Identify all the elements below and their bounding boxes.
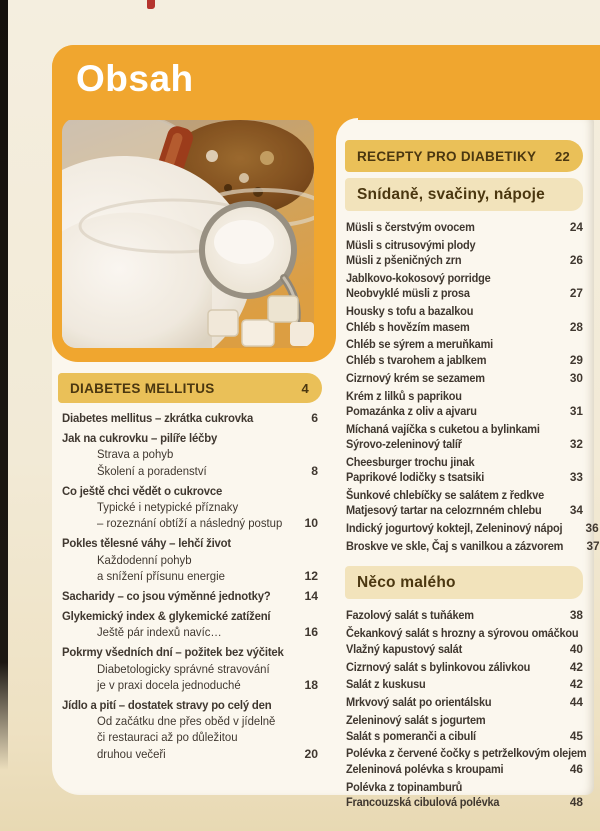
toc-entry-title: Francouzská cibulová polévka bbox=[346, 794, 500, 809]
toc-entry-title: Mrkvový salát po orientálsku bbox=[346, 695, 492, 710]
toc-entry-title: Glykemický index & glykemické zatížení bbox=[62, 609, 271, 624]
toc-entry bbox=[346, 404, 583, 419]
toc-entry bbox=[346, 503, 583, 518]
toc-entry-title: Broskve ve skle, Čaj s vanilkou a zázvorem bbox=[346, 539, 564, 554]
toc-entry bbox=[346, 253, 583, 268]
section-band-diabetes-mellitus bbox=[58, 373, 322, 403]
toc-entry-page-number: 12 bbox=[304, 568, 318, 583]
toc-entry bbox=[346, 455, 583, 470]
toc-entry bbox=[62, 516, 318, 532]
toc-entry bbox=[62, 730, 318, 746]
toc-entry-page-number: 34 bbox=[569, 503, 583, 518]
section-band-label: DIABETES MELLITUS bbox=[70, 380, 215, 396]
toc-entry bbox=[346, 729, 583, 744]
toc-entry-title: Sacharidy – co jsou výměnné jednotky? bbox=[62, 588, 271, 603]
toc-entry bbox=[346, 337, 583, 352]
toc-entry bbox=[346, 286, 583, 301]
toc-entry bbox=[346, 304, 583, 319]
toc-entry-title: Chléb s tvarohem a jablkem bbox=[346, 352, 487, 367]
toc-entry-page-number: 27 bbox=[569, 286, 583, 301]
section-band-neco-maleho bbox=[345, 566, 583, 599]
toc-entry-page-number: 48 bbox=[569, 794, 583, 809]
toc-entry bbox=[346, 642, 583, 657]
toc-entry-title: Pomazánka z oliv a ajvaru bbox=[346, 403, 477, 418]
toc-entry bbox=[62, 536, 318, 552]
toc-entry-page-number: 29 bbox=[569, 352, 583, 367]
toc-entry-title: Matjesový tartar na celozrnném chlebu bbox=[346, 503, 542, 518]
toc-entry-page-number: 32 bbox=[569, 437, 583, 452]
toc-entry-page-number: 20 bbox=[304, 746, 318, 761]
toc-entry-title: Od začátku dne přes oběd v jídelně bbox=[97, 714, 276, 729]
toc-entries-snacks bbox=[346, 608, 587, 810]
toc-entry-page-number: 42 bbox=[569, 677, 583, 692]
toc-entry-title: Ještě pár indexů navíc… bbox=[97, 625, 222, 640]
toc-entry-page-number: 28 bbox=[569, 319, 583, 334]
toc-entry bbox=[346, 608, 583, 623]
toc-entry-title: Polévka z červené čočky s petrželkovým olejem bbox=[346, 746, 587, 761]
toc-entry-title: Vlažný kapustový salát bbox=[346, 641, 463, 656]
toc-entry-title: Salát z kuskusu bbox=[346, 677, 426, 692]
toc-entry-title: Cizrnový krém se sezamem bbox=[346, 370, 485, 385]
toc-entry bbox=[346, 422, 583, 437]
toc-entry bbox=[346, 695, 583, 710]
toc-entry bbox=[346, 271, 583, 286]
toc-right-column bbox=[345, 140, 600, 822]
toc-entry-page-number: 14 bbox=[304, 588, 318, 603]
toc-entry-title: Sýrovo-zeleninový talíř bbox=[346, 437, 462, 452]
toc-entry-title: Zeleninová polévka s kroupami bbox=[346, 761, 504, 776]
toc-entry bbox=[62, 678, 318, 694]
toc-entry bbox=[346, 660, 583, 675]
toc-entry-title: Chléb se sýrem a meruňkami bbox=[346, 337, 494, 352]
toc-entry bbox=[346, 488, 583, 503]
toc-entry bbox=[62, 447, 318, 463]
toc-entry-page-number: 26 bbox=[569, 253, 583, 268]
toc-entry-title: Chléb s hovězím masem bbox=[346, 319, 470, 334]
toc-entry-page-number: 36 bbox=[585, 521, 599, 536]
book-spine-edge bbox=[0, 0, 8, 770]
section-band-snidane bbox=[345, 178, 583, 211]
toc-entry bbox=[346, 353, 583, 368]
toc-entry-title: Co ještě chci vědět o cukrovce bbox=[62, 483, 223, 498]
toc-entry-title: Polévka z topinamburů bbox=[346, 779, 463, 794]
toc-entry-title: druhou večeři bbox=[97, 746, 166, 761]
toc-entry-title: Jídlo a pití – dostatek stravy po celý den bbox=[62, 698, 272, 712]
toc-entry-title: – rozeznání obtíží a následný postup bbox=[97, 516, 283, 531]
toc-entry bbox=[62, 698, 318, 714]
toc-left-column bbox=[58, 373, 322, 763]
toc-entry bbox=[62, 589, 318, 605]
toc-entry-page-number: 46 bbox=[569, 761, 583, 776]
toc-entry bbox=[62, 569, 318, 585]
toc-entry-title: Housky s tofu a bazalkou bbox=[346, 304, 474, 319]
toc-entry-page-number: 24 bbox=[569, 220, 583, 234]
toc-entry bbox=[62, 609, 318, 625]
toc-entry-title: Fazolový salát s tuňákem bbox=[346, 608, 474, 623]
toc-entry-title: Každodenní pohyb bbox=[97, 552, 192, 567]
toc-entry-page-number: 37 bbox=[586, 539, 600, 554]
toc-entry-title: Müsli z pšeničných zrn bbox=[346, 253, 462, 268]
toc-entry-page-number: 6 bbox=[311, 411, 318, 425]
toc-entry-title: Šunkové chlebíčky se salátem z ředkve bbox=[346, 488, 545, 503]
toc-entry-page-number: 42 bbox=[569, 659, 583, 674]
corner-notch bbox=[336, 118, 358, 140]
toc-entry-title: Míchaná vajíčka s cuketou a bylinkami bbox=[346, 421, 540, 436]
toc-entry-page-number: 16 bbox=[304, 625, 318, 640]
toc-entry bbox=[346, 626, 583, 641]
toc-entry bbox=[62, 484, 318, 500]
toc-entry-title: či restauraci až po důležitou bbox=[97, 730, 238, 745]
toc-entry bbox=[346, 320, 583, 335]
toc-entry-page-number: 10 bbox=[304, 516, 318, 531]
toc-entry-title: Jablkovo-kokosový porridge bbox=[346, 271, 491, 286]
toc-entry bbox=[346, 539, 600, 554]
toc-entry bbox=[346, 521, 599, 536]
sugar-bowls-photo bbox=[62, 118, 314, 348]
toc-entry-title: Strava a pohyb bbox=[97, 447, 174, 462]
toc-entry bbox=[62, 431, 318, 447]
section-band-label: Něco malého bbox=[357, 573, 456, 591]
toc-entries-diabetes bbox=[62, 411, 318, 763]
toc-entry-page-number: 40 bbox=[569, 641, 583, 656]
toc-entry-title: Cizrnový salát s bylinkovou zálivkou bbox=[346, 659, 531, 674]
toc-entry-title: Cheesburger trochu jinak bbox=[346, 454, 475, 469]
toc-entry-title: Krém z lilků s paprikou bbox=[346, 388, 462, 403]
toc-entry bbox=[62, 553, 318, 569]
toc-entry-page-number: 30 bbox=[569, 370, 583, 385]
toc-entry-title: Zeleninový salát s jogurtem bbox=[346, 713, 486, 728]
toc-entry bbox=[62, 500, 318, 516]
toc-entry bbox=[346, 220, 583, 235]
toc-entry-title: Diabetologicky správné stravování bbox=[97, 661, 270, 676]
chapter-band-page-number: 22 bbox=[554, 148, 570, 164]
toc-entry-title: Müsli s citrusovými plody bbox=[346, 237, 476, 252]
toc-entry bbox=[346, 762, 583, 777]
toc-entry-page-number: 44 bbox=[569, 695, 583, 710]
toc-entry-page-number: 38 bbox=[569, 608, 583, 623]
section-band-page-number: 4 bbox=[301, 380, 309, 396]
toc-entry-title: Diabetes mellitus – zkrátka cukrovka bbox=[62, 411, 254, 425]
toc-entry-title: Paprikové lodičky s tsatsiki bbox=[346, 470, 485, 485]
toc-entry-title: Pokrmy všedních dní – požitek bez výčitek bbox=[62, 645, 284, 660]
toc-entry bbox=[62, 625, 318, 641]
toc-entry-title: Čekankový salát s hrozny a sýrovou omáčkou bbox=[346, 626, 579, 641]
toc-entry bbox=[62, 747, 318, 763]
toc-entry-title: Neobvyklé müsli z prosa bbox=[346, 286, 470, 301]
toc-entry bbox=[346, 746, 587, 761]
toc-entry-title: Typické i netypické příznaky bbox=[97, 499, 239, 514]
toc-entry-title: Salát s pomeranči a cibulí bbox=[346, 728, 476, 743]
toc-entry bbox=[346, 470, 583, 485]
section-band-label: Snídaně, svačiny, nápoje bbox=[357, 185, 545, 203]
toc-entry-title: Indický jogurtový koktejl, Zeleninový nápoj bbox=[346, 521, 563, 536]
toc-entry-page-number: 45 bbox=[569, 728, 583, 743]
toc-entry bbox=[62, 714, 318, 730]
toc-entry-title: je v praxi docela jednoduché bbox=[97, 677, 241, 692]
page-header bbox=[52, 45, 600, 120]
toc-entry bbox=[62, 464, 318, 480]
toc-entry bbox=[346, 389, 583, 404]
toc-entry bbox=[346, 780, 583, 795]
toc-entry bbox=[62, 662, 318, 678]
toc-entry bbox=[346, 437, 583, 452]
toc-entry bbox=[346, 238, 583, 253]
red-edge-mark bbox=[147, 0, 155, 9]
toc-entry-title: a snížení přísunu energie bbox=[97, 568, 225, 583]
toc-entry-title: Pokles tělesné váhy – lehčí život bbox=[62, 536, 231, 551]
toc-entries-breakfast bbox=[346, 220, 600, 554]
toc-entry-title: Jak na cukrovku – pilíře léčby bbox=[62, 431, 218, 446]
chapter-band-recepty bbox=[345, 140, 583, 172]
toc-entry bbox=[62, 411, 318, 427]
toc-entry-title: Školení a poradenství bbox=[97, 463, 207, 478]
toc-entry-page-number: 31 bbox=[569, 403, 583, 418]
chapter-band-label: RECEPTY PRO DIABETIKY bbox=[357, 148, 537, 164]
toc-entry bbox=[346, 371, 583, 386]
toc-entry bbox=[346, 795, 583, 810]
toc-entry bbox=[62, 645, 318, 661]
toc-entry-title: Müsli s čerstvým ovocem bbox=[346, 220, 475, 234]
toc-entry-page-number: 8 bbox=[311, 463, 318, 478]
toc-entry bbox=[346, 713, 583, 728]
toc-entry-page-number: 33 bbox=[569, 470, 583, 485]
toc-entry-page-number: 18 bbox=[304, 677, 318, 692]
toc-entry bbox=[346, 677, 583, 692]
page-title: Obsah bbox=[76, 58, 194, 99]
